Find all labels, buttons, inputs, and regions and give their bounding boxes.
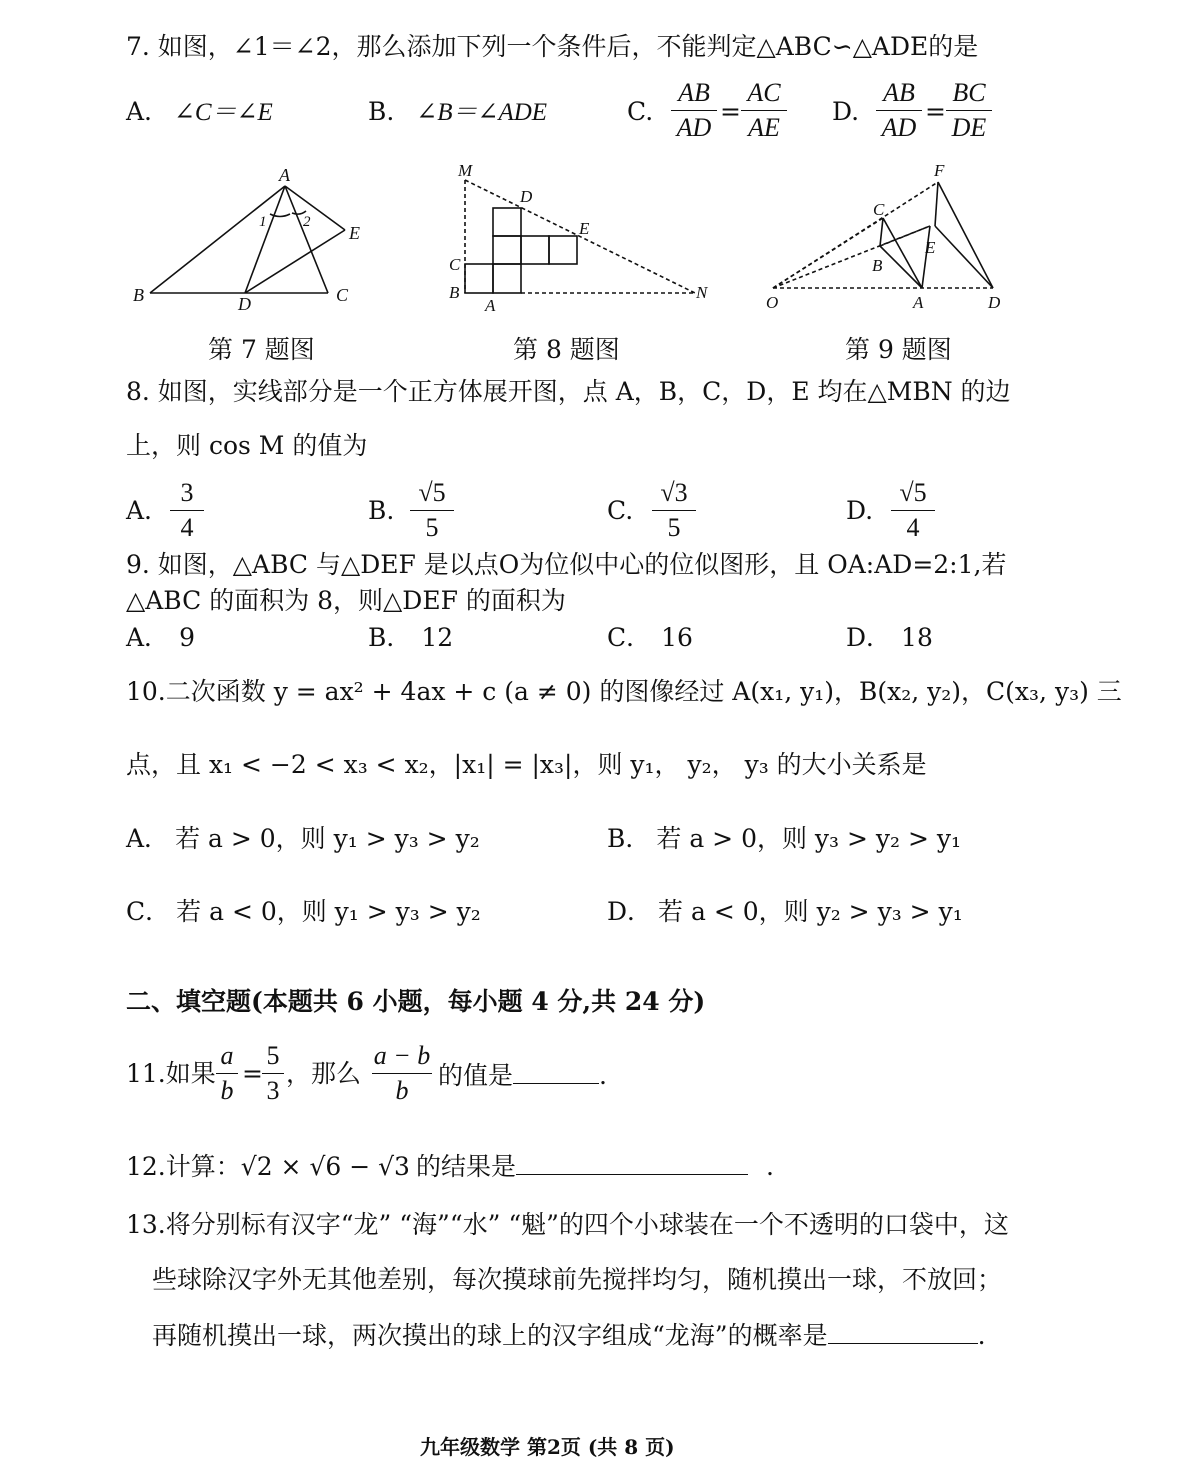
fig9-label-a: A	[913, 293, 924, 312]
fig8-label-a: A	[485, 296, 496, 315]
q10-option-a	[126, 824, 480, 854]
q11-end: .	[599, 1061, 607, 1090]
fraction-numerator: BC	[952, 78, 986, 107]
q7-option-c-fraction-1	[671, 78, 717, 143]
q11-equals: =	[242, 1059, 263, 1088]
q7-option-c-label: C.	[627, 97, 654, 126]
q12-expression: √2 × √6 − √3	[240, 1152, 410, 1181]
q8-option-d-fraction	[891, 478, 935, 543]
q10-option-c-text: 若 a < 0，则 y₁ > y₃ > y₂	[176, 897, 481, 926]
q10-option-c-label: C．	[126, 897, 171, 926]
fraction-numerator: √5	[418, 478, 446, 507]
fig8-label-d: D	[520, 187, 533, 206]
figures-row	[0, 150, 1200, 320]
fraction-denominator: AE	[748, 113, 780, 142]
q11-fraction-5-3	[262, 1041, 284, 1106]
fraction-denominator: 4	[906, 513, 920, 542]
q12-prefix: 12.计算：	[126, 1152, 241, 1181]
q9-option-b-label: B．	[368, 623, 412, 652]
q11-answer-blank[interactable]	[513, 1059, 599, 1084]
fraction-numerator: a	[220, 1041, 234, 1070]
q9-option-b-text: 12	[421, 623, 454, 652]
fraction-denominator: 3	[266, 1076, 280, 1105]
q9-option-c	[607, 623, 693, 653]
fig9-label-o: O	[766, 293, 779, 312]
q12-suffix: 的结果是	[415, 1152, 516, 1181]
q13-answer-blank[interactable]	[828, 1319, 978, 1344]
q12-end: .	[765, 1152, 774, 1181]
fraction-numerator: √3	[660, 478, 688, 507]
q10-option-c	[126, 897, 481, 927]
fig7-label-e: E	[349, 223, 360, 243]
q9-option-d-label: D．	[846, 623, 892, 652]
q9-option-c-label: C．	[607, 623, 652, 652]
q10-option-b	[607, 824, 961, 854]
page-footer: 九年级数学 第2页 (共 8 页)	[420, 1435, 675, 1459]
q9-option-a-text: 9	[179, 623, 195, 652]
fraction-denominator: 5	[667, 513, 681, 542]
q8-option-d-label: D.	[846, 496, 874, 525]
section-2-title: 二、填空题(本题共 6 小题，每小题 4 分,共 24 分)	[126, 987, 706, 1016]
fig7-caption: 第 7 题图	[208, 335, 315, 364]
fraction-denominator: AD	[881, 113, 917, 142]
fig8-label-b: B	[449, 283, 460, 302]
q8-option-a-label: A.	[126, 496, 153, 525]
fraction-numerator: AB	[678, 78, 710, 107]
q7-option-d-fraction-1	[876, 78, 922, 143]
fig7-label-b: B	[133, 285, 144, 305]
q9-stem-line2: △ABC 的面积为 8，则△DEF 的面积为	[126, 586, 566, 615]
fraction-numerator: 5	[266, 1041, 280, 1070]
q8-option-b-fraction	[410, 478, 454, 543]
fig8-label-n: N	[696, 283, 708, 302]
fraction-numerator: AB	[883, 78, 915, 107]
q9-option-b	[368, 623, 453, 653]
q10-option-b-label: B．	[607, 824, 651, 853]
q9-option-d	[846, 623, 933, 653]
q7-option-b	[368, 97, 547, 128]
q7-stem: 7. 如图，∠1＝∠2，那么添加下列一个条件后，不能判定△ABC∽△ADE的是	[126, 32, 979, 61]
q11-fraction-a-minus-b	[372, 1041, 432, 1106]
figure-7	[150, 186, 345, 293]
fig7-label-angle-1: 1	[259, 214, 267, 230]
fraction-numerator: √5	[899, 478, 927, 507]
q7-option-b-label: B.	[368, 97, 395, 126]
q7-option-d-fraction-2	[946, 78, 992, 143]
q7-option-a	[126, 97, 273, 128]
q13-line3	[152, 1319, 986, 1351]
q7-option-d-label: D.	[832, 97, 860, 126]
fig7-label-c: C	[336, 285, 349, 305]
fig9-label-e: E	[925, 238, 936, 257]
fig7-label-angle-2: 2	[303, 214, 311, 230]
figure-9	[773, 182, 993, 288]
q12-answer-blank[interactable]	[516, 1150, 748, 1175]
fraction-denominator: 4	[180, 513, 194, 542]
q10-option-a-text: 若 a > 0，则 y₁ > y₃ > y₂	[175, 824, 480, 853]
fraction-denominator: b	[395, 1076, 409, 1105]
q9-option-c-text: 16	[661, 623, 693, 652]
fig9-label-c: C	[873, 200, 885, 219]
q13-line3-text: 再随机摸出一球，两次摸出的球上的汉字组成“龙海”的概率是	[152, 1321, 828, 1350]
q7-option-d-equals: =	[925, 97, 946, 126]
fig7-label-d: D	[238, 294, 251, 314]
q7-option-a-text: ∠C＝∠E	[173, 99, 273, 126]
fraction-numerator: 3	[180, 478, 194, 507]
fig8-label-c: C	[449, 255, 461, 274]
fig7-label-a: A	[279, 165, 290, 185]
q8-option-c-fraction	[652, 478, 696, 543]
q10-stem-line1: 10.二次函数 y = ax² + 4ax + c (a ≠ 0) 的图像经过 A(x₁, y₁)，B(x₂, y₂)，C(x₃, y₃) 三	[126, 677, 1122, 706]
fig9-label-b: B	[872, 256, 883, 275]
q8-stem-line2: 上，则 cos M 的值为	[126, 431, 368, 460]
q10-option-d	[607, 897, 963, 927]
q9-option-a	[126, 623, 195, 653]
fig8-label-m: M	[458, 161, 473, 180]
fraction-denominator: 5	[425, 513, 439, 542]
q9-option-d-text: 18	[901, 623, 933, 652]
q10-option-b-text: 若 a > 0，则 y₃ > y₂ > y₁	[656, 824, 962, 853]
q8-option-b-label: B.	[368, 496, 395, 525]
q7-option-b-text: ∠B＝∠ADE	[416, 99, 548, 126]
fraction-numerator: a − b	[373, 1041, 431, 1070]
q11-suffix-text: 的值是	[438, 1061, 514, 1090]
fig8-label-e: E	[579, 219, 590, 238]
fraction-denominator: AD	[676, 113, 712, 142]
q10-stem-line2: 点，且 x₁ < −2 < x₃ < x₂，|x₁| = |x₃|，则 y₁， y₂， y₃ 的大小关系是	[126, 750, 927, 779]
q10-option-d-label: D．	[607, 897, 653, 926]
fig9-label-d: D	[988, 293, 1001, 312]
q9-stem-line1: 9. 如图，△ABC 与△DEF 是以点O为位似中心的位似图形，且 OA:AD=2:1,若	[126, 550, 1007, 579]
q11-middle: ，那么	[286, 1059, 362, 1088]
fraction-denominator: b	[220, 1076, 234, 1105]
q7-option-c-equals: =	[720, 97, 741, 126]
fig8-caption: 第 8 题图	[513, 335, 620, 364]
q8-option-c-label: C.	[607, 496, 634, 525]
fig9-label-f: F	[934, 161, 945, 180]
q13-line2: 些球除汉字外无其他差别，每次摸球前先搅拌均匀，随机摸出一球，不放回；	[152, 1265, 1003, 1294]
fraction-denominator: DE	[951, 113, 987, 142]
q7-option-a-label: A.	[126, 97, 153, 126]
q8-stem-line1: 8. 如图，实线部分是一个正方体展开图，点 A，B，C，D，E 均在△MBN 的边	[126, 377, 1011, 406]
q11-suffix	[438, 1059, 607, 1091]
q8-option-a-fraction	[170, 478, 204, 543]
q12	[126, 1150, 774, 1182]
q10-option-a-label: A．	[126, 824, 170, 853]
q10-option-d-text: 若 a < 0，则 y₂ > y₃ > y₁	[658, 897, 963, 926]
q11-prefix: 11.如果	[126, 1059, 216, 1088]
fig9-caption: 第 9 题图	[845, 335, 952, 364]
q9-option-a-label: A．	[126, 623, 170, 652]
q13-end: .	[977, 1321, 986, 1350]
q11-fraction-a-b	[216, 1041, 238, 1106]
q13-line1: 13.将分别标有汉字“龙” “海”“水” “魁”的四个小球装在一个不透明的口袋中，这	[126, 1210, 1009, 1239]
q7-option-c-fraction-2	[741, 78, 787, 143]
fraction-numerator: AC	[747, 78, 781, 107]
